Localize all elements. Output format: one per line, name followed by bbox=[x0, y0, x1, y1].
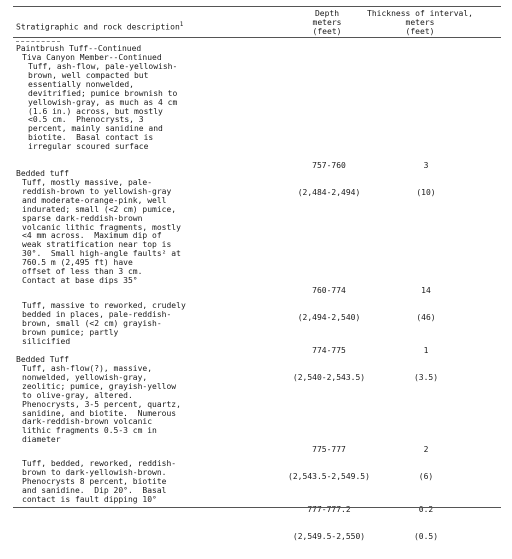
entry-thickness-meters: 14 bbox=[421, 286, 431, 295]
entry-depth bbox=[286, 143, 372, 215]
entry-description: Tuff, ash-flow, pale-yellowish- brown, well compacted but essentially nonwelded, devitrified; pumice brownish to yellowish-gray, as much as 4 cm (1.6 in.) across, but mostly <0.5 cm. Phenocrysts, 3 percent, mainly sanidine and biotite. Basal contact is irregular scoured surface bbox=[28, 62, 178, 152]
depth-header-line3: (feet) bbox=[312, 27, 342, 36]
entry-description: Tuff, bedded, reworked, reddish- brown to dark-yellowish-brown. Phenocrysts 8 percent, biotite and sanidine. Dip 20°. Basal contact is fault dipping 10° bbox=[22, 459, 177, 504]
entry-thickness bbox=[384, 143, 468, 215]
column-header-stratigraphic-text: Stratigraphic and rock description bbox=[16, 22, 180, 32]
bottom-rule bbox=[13, 507, 501, 508]
depth-header-line1: Depth bbox=[314, 9, 340, 18]
entry-description: Tuff, massive to reworked, crudely bedded in places, pale-reddish- brown, small (<2 cm) grayish- brown pumice; partly silicified bbox=[22, 301, 186, 346]
entry-thickness-feet: (0.5) bbox=[413, 532, 439, 541]
section-heading: Bedded Tuff bbox=[16, 355, 69, 364]
footnote-mark: 1 bbox=[179, 21, 184, 28]
thickness-header-line1: Thickness of interval, bbox=[367, 9, 473, 18]
entry-thickness bbox=[384, 487, 468, 559]
thickness-header-line3: (feet) bbox=[405, 27, 435, 36]
entry-depth-meters: 774-775 bbox=[312, 346, 346, 355]
depth-header-line2: meters bbox=[312, 18, 342, 27]
entry-description: Tuff, ash-flow(?), massive, nonwelded, yellowish-gray, zeolitic; pumice, grayish-yellow to olive-gray, altered. Phenocrysts, 3-5 percent, quartz, sanidine, and biotite. Numerous dark-reddish-brown volcanic lithic fragments 0.5-3 cm in diameter bbox=[22, 364, 181, 445]
entry-description: Tuff, mostly massive, pale- reddish-brown to yellowish-gray and moderate-orange-pink, well indurated; small (<2 cm) pumice, sparse dark-reddish-brown volcanic lithic fragments, mostly <4 mm across. Maximum dip of weak stratification near top is 30°. Small high-angle faults² at 760.5 m (2,495 ft) have offset of less than 3 cm. Contact at base dips 35° bbox=[22, 178, 181, 285]
entry-depth-meters: 775-777 bbox=[312, 445, 346, 454]
entry-thickness-feet: (3.5) bbox=[413, 373, 439, 382]
header-sub-rule bbox=[16, 41, 60, 42]
header-rule bbox=[13, 37, 501, 38]
entry-thickness-meters: 0.2 bbox=[418, 505, 434, 514]
section-heading: Paintbrush Tuff--Continued bbox=[16, 44, 142, 53]
entry-depth-meters: 760-774 bbox=[312, 286, 346, 295]
entry-thickness-meters: 2 bbox=[423, 445, 429, 454]
top-rule bbox=[13, 6, 501, 7]
entry-depth-feet: (2,484-2,494) bbox=[297, 188, 361, 197]
section-heading: Bedded tuff bbox=[16, 169, 69, 178]
entry-depth-feet: (2,549.5-2,550) bbox=[292, 532, 366, 541]
column-header-depth bbox=[300, 9, 354, 36]
entry-depth-feet: (2,540-2,543.5) bbox=[292, 373, 366, 382]
column-header-thickness bbox=[360, 9, 480, 36]
entry-thickness-feet: (10) bbox=[416, 188, 436, 197]
section-subheading: Tiva Canyon Member--Continued bbox=[22, 53, 162, 62]
thickness-header-line2: meters bbox=[405, 18, 435, 27]
entry-depth bbox=[286, 487, 372, 559]
column-header-stratigraphic bbox=[16, 20, 183, 32]
entry-thickness bbox=[384, 328, 468, 400]
entry-thickness-feet: (6) bbox=[418, 472, 434, 481]
entry-depth bbox=[286, 328, 372, 400]
entry-thickness-feet: (46) bbox=[416, 313, 436, 322]
entry-depth-meters: 777-777.2 bbox=[307, 505, 351, 514]
entry-thickness-meters: 1 bbox=[423, 346, 429, 355]
entry-depth-feet: (2,494-2,540) bbox=[297, 313, 361, 322]
entry-depth-feet: (2,543.5-2,549.5) bbox=[288, 472, 370, 481]
entry-thickness-meters: 3 bbox=[423, 161, 429, 170]
entry-depth-meters: 757-760 bbox=[312, 161, 346, 170]
